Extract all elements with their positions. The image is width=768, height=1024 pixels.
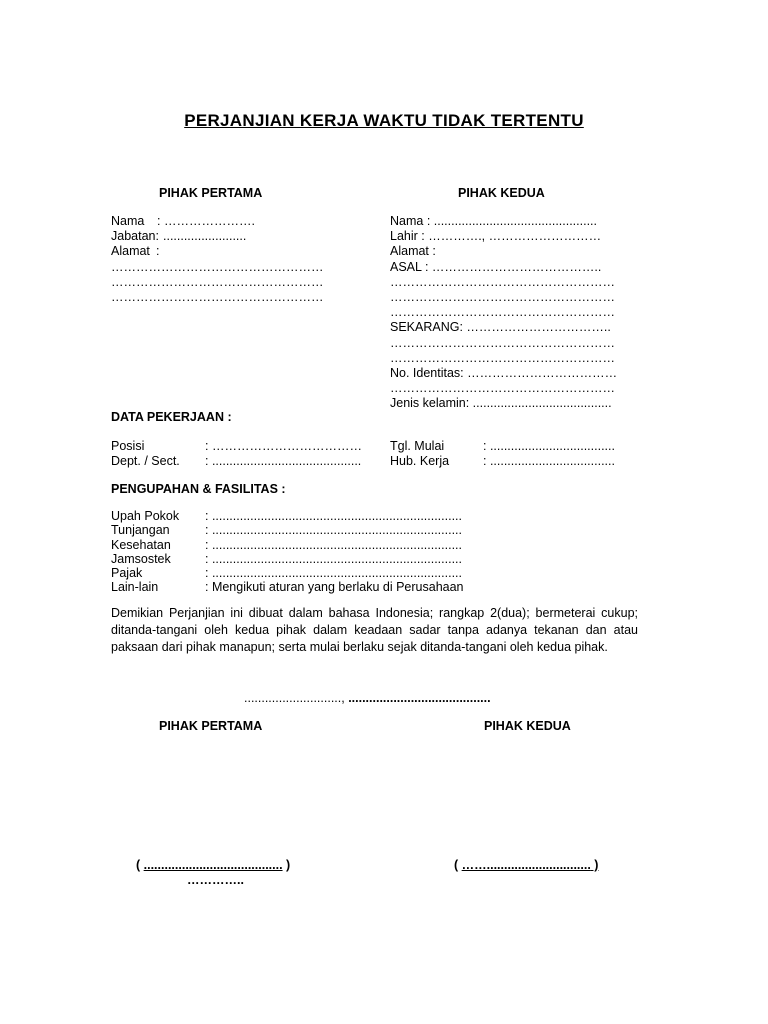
- field-label: Jamsostek: [111, 551, 171, 566]
- field-value: ........................: [163, 229, 247, 244]
- data-pekerjaan-heading: DATA PEKERJAAN :: [111, 410, 232, 424]
- pihak-kedua-line: Alamat :: [390, 244, 436, 259]
- field-label: Upah Pokok: [111, 509, 180, 523]
- blank-line: ……………………………………………: [111, 289, 324, 304]
- pihak-pertama-heading: PIHAK PERTAMA: [159, 186, 263, 200]
- data-pekerjaan-left: [111, 439, 381, 469]
- signature-sub-blank: …………..: [187, 873, 244, 887]
- signature-line-pertama: [136, 858, 290, 872]
- field-label: Kesehatan: [111, 537, 171, 552]
- pihak-kedua-line: ………………………………………………: [390, 289, 615, 304]
- field-label: Pajak: [111, 566, 143, 581]
- field-label: Hub. Kerja: [390, 454, 450, 469]
- data-pekerjaan-row: [390, 454, 640, 469]
- pihak-kedua-line: Lahir : …………., ………………………: [390, 229, 602, 244]
- field-label: Jabatan:: [111, 229, 159, 244]
- field-label: Nama: [111, 214, 145, 228]
- pihak-kedua-line: No. Identitas: ………………………………: [390, 365, 618, 380]
- data-pekerjaan-row: [390, 439, 640, 454]
- document-title: PERJANJIAN KERJA WAKTU TIDAK TERTENTU: [184, 111, 584, 130]
- blank-line: ……………………………………………: [111, 259, 324, 274]
- field-label: Tunjangan: [111, 523, 170, 538]
- pihak-kedua-line: ………………………………………………: [390, 350, 615, 365]
- field-value: : ………………………………: [205, 439, 362, 453]
- field-label: Dept. / Sect.: [111, 454, 180, 469]
- date-blank: .........................................: [344, 691, 491, 705]
- pihak-pertama-row: [111, 214, 351, 229]
- place-blank: ............................,: [244, 691, 345, 705]
- blank-line: ……………………………………………: [111, 274, 324, 289]
- field-value: : ........................................................................: [205, 551, 462, 566]
- pihak-kedua-line: ………………………………………………: [390, 274, 615, 289]
- field-label: Alamat: [111, 244, 150, 259]
- field-label: Lain-lain: [111, 580, 159, 595]
- pihak-kedua-line: ………………………………………………: [390, 335, 615, 350]
- pengupahan-row: [111, 509, 491, 523]
- pihak-kedua-block: [390, 214, 640, 411]
- data-pekerjaan-right: [390, 439, 640, 469]
- pengupahan-row: [111, 580, 491, 594]
- paren-close: ): [282, 858, 291, 872]
- field-value: : ........................................................................: [205, 523, 462, 538]
- pengupahan-row: [111, 523, 491, 537]
- paren-close: ): [590, 858, 599, 872]
- pengupahan-heading: PENGUPAHAN & FASILITAS :: [111, 482, 286, 496]
- pihak-kedua-heading: PIHAK KEDUA: [458, 186, 545, 200]
- pihak-pertama-block: [111, 214, 351, 305]
- signature-label-kedua: PIHAK KEDUA: [484, 719, 571, 733]
- field-value: : ………………….: [157, 214, 255, 228]
- pengupahan-row: [111, 552, 491, 566]
- pihak-kedua-line: ………………………………………………: [390, 305, 615, 320]
- place-date: [244, 691, 491, 706]
- pengupahan-block: [111, 509, 491, 595]
- data-pekerjaan-row: [111, 454, 381, 469]
- field-value: : ........................................................................: [205, 537, 462, 552]
- field-value: : ....................................: [483, 439, 615, 453]
- pihak-kedua-line: SEKARANG: ……………………………..: [390, 320, 611, 335]
- pihak-pertama-row: [111, 229, 351, 244]
- pihak-pertama-row: [111, 244, 351, 259]
- paren-open: (: [136, 858, 144, 872]
- pihak-kedua-line: Jenis kelamin: ........................................: [390, 396, 612, 411]
- pengupahan-row: [111, 566, 491, 580]
- data-pekerjaan-row: [111, 439, 381, 454]
- field-value: : ........................................................................: [205, 566, 462, 581]
- field-value: : ...........................................: [205, 454, 362, 469]
- signature-name-blank: ........................................: [143, 858, 283, 872]
- pihak-kedua-line: ASAL : …………………………………..: [390, 259, 602, 274]
- pihak-kedua-line: Nama : ...............................................: [390, 214, 597, 228]
- signature-name-blank: ……..............................: [461, 858, 591, 872]
- field-value: :: [156, 244, 160, 259]
- pengupahan-row: [111, 538, 491, 552]
- field-label: Posisi: [111, 439, 145, 453]
- signature-label-pertama: PIHAK PERTAMA: [159, 719, 263, 733]
- field-label: Tgl. Mulai: [390, 439, 445, 453]
- closing-paragraph: Demikian Perjanjian ini dibuat dalam bahasa Indonesia; rangkap 2(dua); bermeterai cukup; ditanda-tangani oleh kedua pihak dalam keadaan sadar tanpa adanya tekanan dan atau paksaan dari pihak manapun; serta mulai berlaku sejak ditanda-tangani oleh kedua pihak.: [111, 606, 638, 654]
- field-value: : ........................................................................: [205, 509, 462, 523]
- field-value: : Mengikuti aturan yang berlaku di Perusahaan: [205, 580, 464, 595]
- signature-line-kedua: [454, 858, 598, 872]
- pihak-kedua-line: ………………………………………………: [390, 381, 615, 396]
- field-value: : ....................................: [483, 454, 615, 469]
- paren-open: (: [454, 858, 462, 872]
